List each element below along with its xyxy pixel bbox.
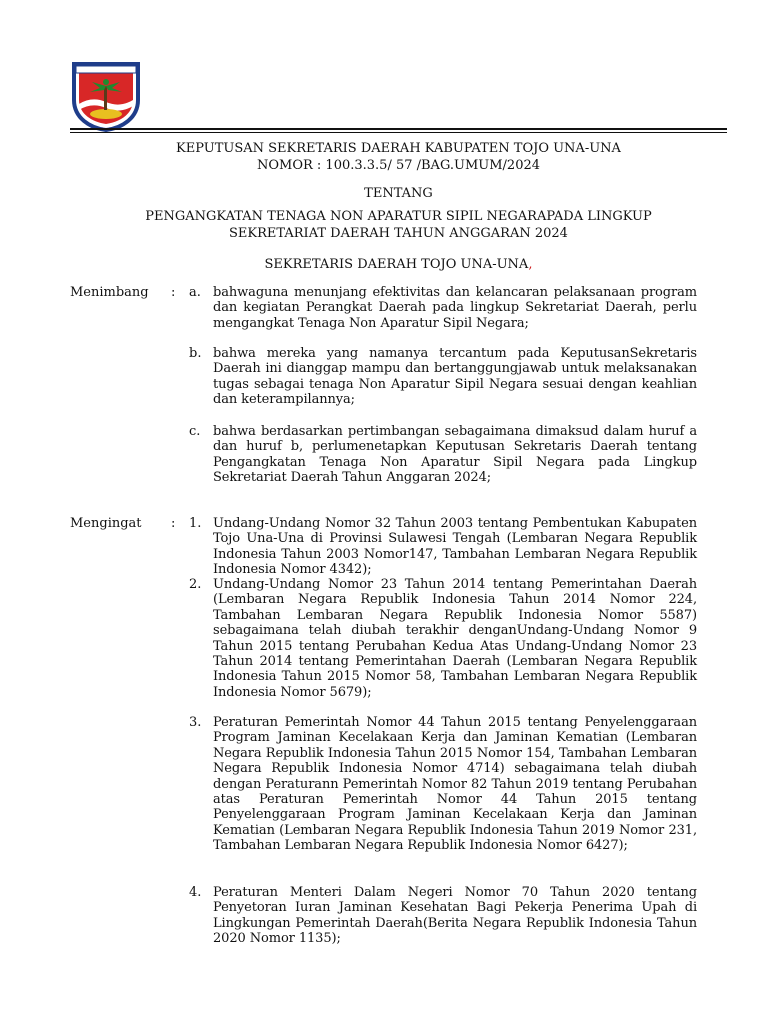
menimbang-item-b: bahwa mereka yang namanya tercantum pada KeputusanSekretaris Daerah ini dianggap mampu dan bertanggungjawab untuk melaksanakan tugas sebagai tenaga Non Aparatur Sipil Negara sesuai dengan keahlian dan keterampilannya; — [213, 346, 697, 408]
menimbang-mark-b: b. — [189, 346, 202, 361]
menimbang-mark-a: a. — [189, 285, 201, 300]
menimbang-label: Menimbang — [70, 285, 149, 300]
mengingat-item-2: Undang-Undang Nomor 23 Tahun 2014 tentang Pemerintahan Daerah (Lembaran Negara Republik Indonesia Tahun 2014 Nomor 224, Tambahan Lembaran Negara Republik Indonesia Nomor 5587) sebagaimana telah diubah terakhir denganUndang-Undang Nomor 9 Tahun 2015 tentang Perubahan Kedua Atas Undang-Undang Nomor 23 Tahun 2014 tentang Pemerintahan Daerah (Lembaran Negara Republik Indonesia Tahun 2015 Nomor 58, Tambahan Lembaran Negara Republik Indonesia Nomor 5679); — [213, 577, 697, 700]
menimbang-item-c: bahwa berdasarkan pertimbangan sebagaimana dimaksud dalam huruf a dan huruf b, perlumenetapkan Keputusan Sekretaris Daerah tentang Pengangkatan Tenaga Non Aparatur Sipil Negara pada Lingkup Sekretariat Daerah Tahun Anggaran 2024; — [213, 424, 697, 486]
regency-emblem-logo — [70, 60, 142, 132]
menimbang-item-a: bahwaguna menunjang efektivitas dan kelancaran pelaksanaan program dan kegiatan Perangkat Daerah pada lingkup Sekretariat Daerah, perlu mengangkat Tenaga Non Aparatur Sipil Negara; — [213, 285, 697, 331]
mengingat-mark-3: 3. — [189, 715, 202, 730]
menimbang-colon: : — [171, 285, 176, 300]
subject-line-2: SEKRETARIAT DAERAH TAHUN ANGGARAN 2024 — [229, 226, 568, 241]
header-rule-thin — [70, 132, 727, 133]
issuing-official — [70, 256, 727, 273]
tentang-heading: TENTANG — [364, 186, 433, 201]
mengingat-mark-2: 2. — [189, 577, 202, 592]
mengingat-mark-1: 1. — [189, 516, 202, 531]
mengingat-mark-4: 4. — [189, 885, 202, 900]
decree-number: NOMOR : 100.3.3.5/ 57 /BAG.UMUM/2024 — [256, 158, 541, 173]
mengingat-colon: : — [171, 516, 176, 531]
header-rule-thick — [70, 128, 727, 130]
mengingat-label: Mengingat — [70, 516, 142, 531]
decree-title: KEPUTUSAN SEKRETARIS DAERAH KABUPATEN TOJO UNA-UNA — [176, 141, 621, 156]
mengingat-item-4: Peraturan Menteri Dalam Negeri Nomor 70 Tahun 2020 tentang Penyetoran Iuran Jaminan Kesehatan Bagi Pekerja Penerima Upah di Lingkungan Pemerintah Daerah(Berita Negara Republik Indonesia Tahun 2020 Nomor 1135); — [213, 885, 697, 947]
menimbang-mark-c: c. — [189, 424, 201, 439]
mengingat-item-1: Undang-Undang Nomor 32 Tahun 2003 tentang Pembentukan Kabupaten Tojo Una-Una di Provinsi Sulawesi Tengah (Lembaran Negara Republik Indonesia Tahun 2003 Nomor147, Tambahan Lembaran Negara Republik Indonesia Nomor 4342); — [213, 516, 697, 578]
issuing-official-name: SEKRETARIS DAERAH TOJO UNA-UNA — [264, 257, 529, 272]
mengingat-item-3: Peraturan Pemerintah Nomor 44 Tahun 2015 tentang Penyelenggaraan Program Jaminan Kecelakaan Kerja dan Jaminan Kematian (Lembaran Negara Republik Indonesia Tahun 2015 Nomor 154, Tambahan Lembaran Negara Republik Indonesia Nomor 4714) sebagaimana telah diubah dengan Peraturann Pemerintah Nomor 82 Tahun 2019 tentang Perubahan atas Peraturan Pemerintah Nomor 44 Tahun 2015 tentang Penyelenggaraan Program Jaminan Kecelakaan Kerja dan Jaminan Kematian (Lembaran Negara Republik Indonesia Tahun 2019 Nomor 231, Tambahan Lembaran Negara Republik Indonesia Nomor 6427); — [213, 715, 697, 854]
subject-line-1: PENGANGKATAN TENAGA NON APARATUR SIPIL NEGARAPADA LINGKUP — [145, 209, 652, 224]
issuing-official-comma: , — [528, 257, 533, 272]
